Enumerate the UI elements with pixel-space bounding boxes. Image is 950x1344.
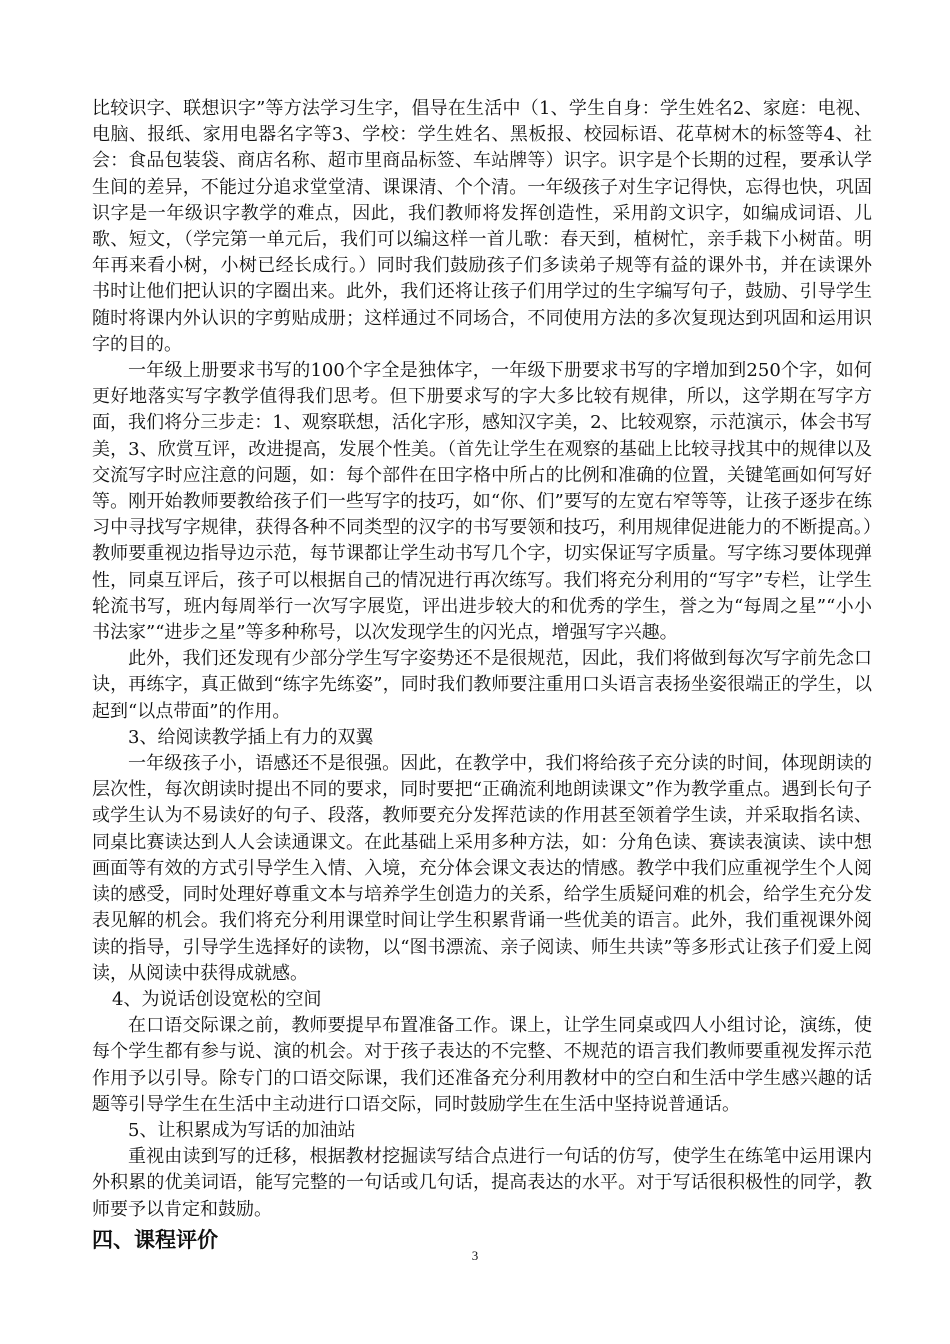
paragraph-writing-instruction: 一年级上册要求书写的100个字全是独体字，一年级下册要求书写的字增加到250个字，如何更好地落实写字教学值得我们思考。但下册要求写的字大多比较有规律，所以，这学期在写字方面，我们将分三步走：1、观察联想，活化字形，感知汉字美，2、比较观察，示范演示，体会书写美，3、欣赏互评，改进提高，发展个性美。（首先让学生在观察的基础上比较寻找其中的规律以及交流写字时应注意的问题，如：每个部件在田字格中所占的比例和准确的位置，关键笔画如何写好等。刚开始教师要教给孩子们一些写字的技巧，如“你、们”要写的左宽右窄等等，让孩子逐步在练习中寻找写字规律，获得各种不同类型的汉字的书写要领和技巧，利用规律促进能力的不断提高。）教师要重视边指导边示范，每节课都让学生动书写几个字，切实保证写字质量。写字练习要体现弹性，同桌互评后，孩子可以根据自己的情况进行再次练写。我们将充分利用的“写字”专栏，让学生轮流书写，班内每周举行一次写字展览，评出进步较大的和优秀的学生，誉之为“每周之星”“小小书法家”“进步之星”等多种称号，以次发现学生的闪光点，增强写字兴趣。 — [92, 360, 872, 644]
subheading-speaking: 4、为说话创设宽松的空间 — [112, 988, 322, 1010]
document-body — [92, 96, 872, 1255]
paragraph-reading-to-writing: 重视由读到写的迁移，根据教材挖掘读写结合点进行一句话的仿写，使学生在练笔中运用课内外积累的优美词语，能写完整的一句话或几句话，提高表达的水平。对于写话很积极性的同学，教师要予以肯定和鼓励。 — [92, 1146, 872, 1220]
paragraph-writing-posture: 此外，我们还发现有少部分学生写字姿势还不是很规范，因此，我们将做到每次写字前先念口诀，再练字，真正做到“练字先练姿”，同时我们教师要注重用口头语言表扬坐姿很端正的学生，以起到“以点带面”的作用。 — [92, 648, 872, 722]
paragraph-literacy-methods: 比较识字、联想识字”等方法学习生字，倡导在生活中（1、学生自身：学生姓名2、家庭：电视、电脑、报纸、家用电器名字等3、学校：学生姓名、黑板报、校园标语、花草树木的标签等4、社会：食品包装袋、商店名称、超市里商品标签、车站牌等）识字。识字是个长期的过程，要承认学生间的差异，不能过分追求堂堂清、课课清、个个清。一年级孩子对生字记得快，忘得也快，巩固识字是一年级识字教学的难点，因此，我们教师将发挥创造性，采用韵文识字，如编成词语、儿歌、短文，（学完第一单元后，我们可以编这样一首儿歌：春天到，植树忙，亲手栽下小树苗。明年再来看小树，小树已经长成行。）同时我们鼓励孩子们多读弟子规等有益的课外书，并在读课外书时让他们把认识的字圈出来。此外，我们还将让孩子们用学过的生字编写句子，鼓励、引导学生随时将课内外认识的字剪贴成册；这样通过不同场合，不同使用方法的多次复现达到巩固和运用识字的目的。 — [92, 98, 872, 355]
paragraph-reading-instruction: 一年级孩子小，语感还不是很强。因此，在教学中，我们将给孩子充分读的时间，体现朗读的层次性，每次朗读时提出不同的要求，同时要把“正确流利地朗读课文”作为教学重点。遇到长句子或学生认为不易读好的句子、段落，教师要充分发挥范读的作用甚至领着学生读，并采取指名读、同桌比赛读达到人人会读通课文。在此基础上采用多种方法，如：分角色读、赛读表演读、读中想画面等有效的方式引导学生入情、入境，充分体会课文表达的情感。教学中我们应重视学生个人阅读的感受，同时处理好尊重文本与培养学生创造力的关系，给学生质疑问难的机会，给学生充分发表见解的机会。我们将充分利用课堂时间让学生积累背诵一些优美的语言。此外，我们重视课外阅读的指导，引导学生选择好的读物，以“图书漂流、亲子阅读、师生共读”等多形式让孩子们爱上阅读，从阅读中获得成就感。 — [92, 753, 872, 984]
page-number: 3 — [471, 1248, 479, 1263]
subheading-writing-accumulation: 5、让积累成为写话的加油站 — [128, 1119, 356, 1141]
paragraph-oral-communication: 在口语交际课之前，教师要提早布置准备工作。课上，让学生同桌或四人小组讨论，演练，使每个学生都有参与说、演的机会。对于孩子表达的不完整、不规范的语言我们教师要重视发挥示范作用予以引导。除专门的口语交际课，我们还准备充分利用教材中的空白和生活中学生感兴趣的话题等引导学生在生活中主动进行口语交际，同时鼓励学生在生活中坚持说普通话。 — [92, 1015, 872, 1115]
section-heading-course-evaluation: 四、课程评价 — [92, 1227, 218, 1252]
subheading-reading: 3、给阅读教学插上有力的双翼 — [128, 726, 374, 748]
